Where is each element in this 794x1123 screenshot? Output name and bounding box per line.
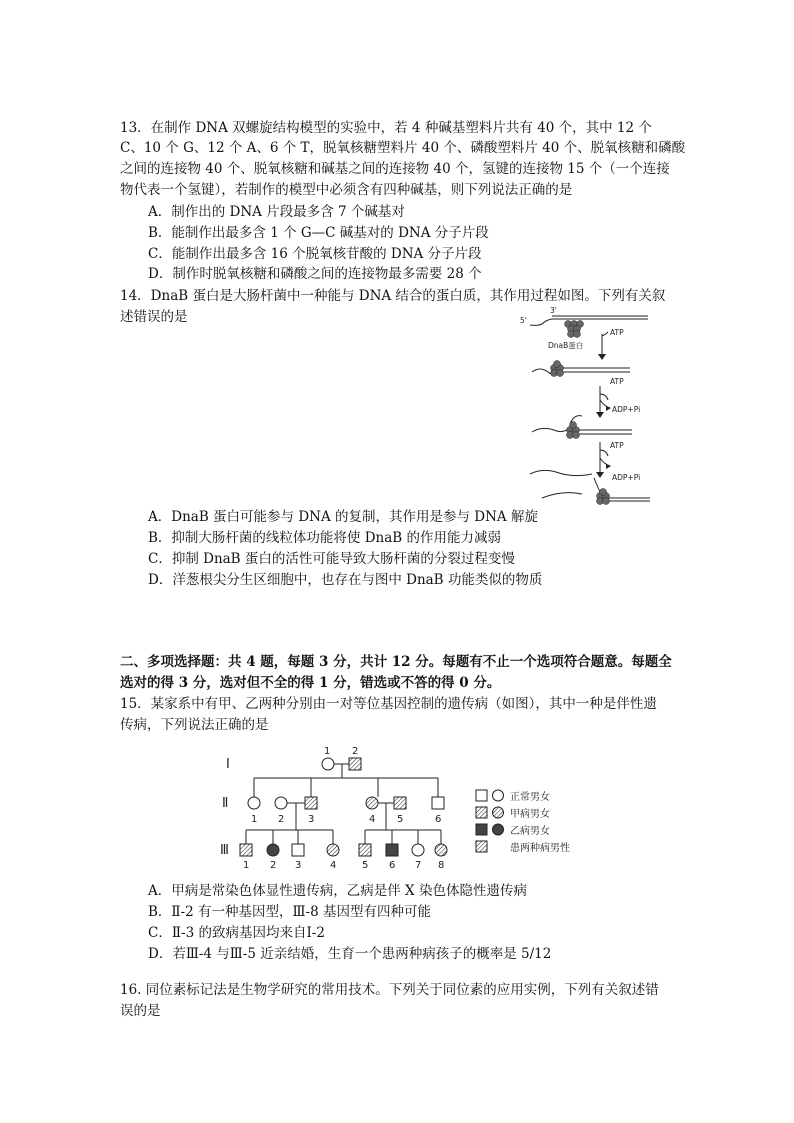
atp-label-2: ATP: [610, 377, 624, 386]
legend-disease-a: 甲病男女: [510, 809, 550, 820]
q15-option-b: B．Ⅱ-2 有一种基因型，Ⅲ-8 基因型有四种可能: [148, 904, 431, 920]
q15-option-a: A．甲病是常染色体显性遗传病，乙病是伴 X 染色体隐性遗传病: [148, 883, 527, 899]
gen-label-iii: Ⅲ: [220, 843, 229, 858]
gen3-num-6: 6: [389, 860, 396, 870]
gen2-num-4: 4: [369, 814, 376, 825]
gen3-num-1: 1: [243, 860, 250, 870]
q14-stem-line-2: 述错误的是: [120, 309, 188, 325]
gen2-num-5: 5: [397, 814, 404, 825]
q16-stem-line-1: 16. 同位素标记法是生物学研究的常用技术。下列关于同位素的应用实例，下列有关叙述错: [120, 982, 659, 998]
atp-label-3: ATP: [610, 441, 624, 450]
atp-label-1: ATP: [610, 328, 624, 337]
q16-stem-line-2: 误的是: [120, 1003, 161, 1019]
gen3-num-2: 2: [270, 860, 277, 870]
gen2-num-6: 6: [435, 814, 442, 825]
q13-option-b: B．能制作出最多含 1 个 G—C 碱基对的 DNA 分子片段: [148, 225, 489, 241]
q13-stem-line-1: 13．在制作 DNA 双螺旋结构模型的实验中，若 4 种碱基塑料片共有 40 个，其中 12 个: [120, 120, 652, 136]
dnab-process-figure: [512, 302, 662, 508]
pedigree-chart: [220, 742, 590, 870]
label-3-prime: 3': [550, 306, 557, 315]
legend-both: 患两种病男性: [510, 843, 570, 854]
gen2-num-1: 1: [251, 814, 258, 825]
legend-disease-b: 乙病男女: [510, 826, 550, 837]
gen3-num-8: 8: [438, 860, 445, 870]
gen-label-i: Ⅰ: [226, 757, 230, 772]
gen3-num-4: 4: [330, 860, 337, 870]
q14-option-b: B．抑制大肠杆菌的线粒体功能将使 DnaB 的作用能力减弱: [148, 530, 501, 546]
q15-option-c: C．Ⅱ-3 的致病基因均来自Ⅰ-2: [148, 925, 325, 941]
legend-normal: 正常男女: [510, 792, 550, 803]
q13-stem-line-3: 之间的连接物 40 个、脱氧核糖和碱基之间的连接物 40 个，氢键的连接物 15 个（一个连接: [120, 161, 670, 177]
q15-stem-line-1: 15．某家系中有甲、乙两种分别由一对等位基因控制的遗传病（如图），其中一种是伴性遗: [120, 696, 657, 712]
gen3-num-5: 5: [362, 860, 369, 870]
gen1-num-1: 1: [324, 746, 331, 757]
gen2-num-2: 2: [278, 814, 285, 825]
q14-option-a: A．DnaB 蛋白可能参与 DNA 的复制，其作用是参与 DNA 解旋: [148, 509, 538, 525]
label-5-prime: 5': [520, 316, 527, 325]
section2-heading-line-1: 二、多项选择题：共 4 题，每题 3 分，共计 12 分。每题有不止一个选项符合题意。每题全: [120, 654, 672, 670]
q13-option-c: C．能制作出最多含 16 个脱氧核苷酸的 DNA 分子片段: [148, 246, 482, 262]
q13-option-a: A．制作出的 DNA 片段最多含 7 个碱基对: [148, 204, 405, 220]
adp-label-1: ADP+Pi: [612, 405, 641, 414]
dnab-protein-label: DnaB蛋白: [548, 341, 584, 350]
gen1-num-2: 2: [352, 746, 359, 757]
adp-label-2: ADP+Pi: [612, 473, 641, 482]
q15-stem-line-2: 传病，下列说法正确的是: [120, 717, 269, 733]
section2-heading-line-2: 选对的得 3 分，选对但不全的得 1 分，错选或不答的得 0 分。: [120, 675, 501, 691]
gen2-num-3: 3: [308, 814, 315, 825]
gen3-num-3: 3: [295, 860, 302, 870]
q13-option-d: D．制作时脱氧核糖和磷酸之间的连接物最多需要 28 个: [148, 266, 482, 282]
q15-option-d: D．若Ⅲ-4 与Ⅲ-5 近亲结婚，生育一个患两种病孩子的概率是 5/12: [148, 946, 552, 962]
q13-stem-line-2: C、10 个 G、12 个 A、6 个 T，脱氧核糖塑料片 40 个、磷酸塑料片 40 个、脱氧核糖和磷酸: [120, 140, 686, 156]
q14-option-d: D．洋葱根尖分生区细胞中，也存在与图中 DnaB 功能类似的物质: [148, 572, 543, 588]
gen3-num-7: 7: [415, 860, 422, 870]
gen-label-ii: Ⅱ: [222, 796, 229, 811]
q14-option-c: C．抑制 DnaB 蛋白的活性可能导致大肠杆菌的分裂过程变慢: [148, 551, 515, 567]
q13-stem-line-4: 物代表一个氢键），若制作的模型中必须含有四种碱基，则下列说法正确的是: [120, 182, 573, 198]
q14-stem-line-1: 14．DnaB 蛋白是大肠杆菌中一种能与 DNA 结合的蛋白质，其作用过程如图。下列有关叙: [120, 288, 666, 304]
